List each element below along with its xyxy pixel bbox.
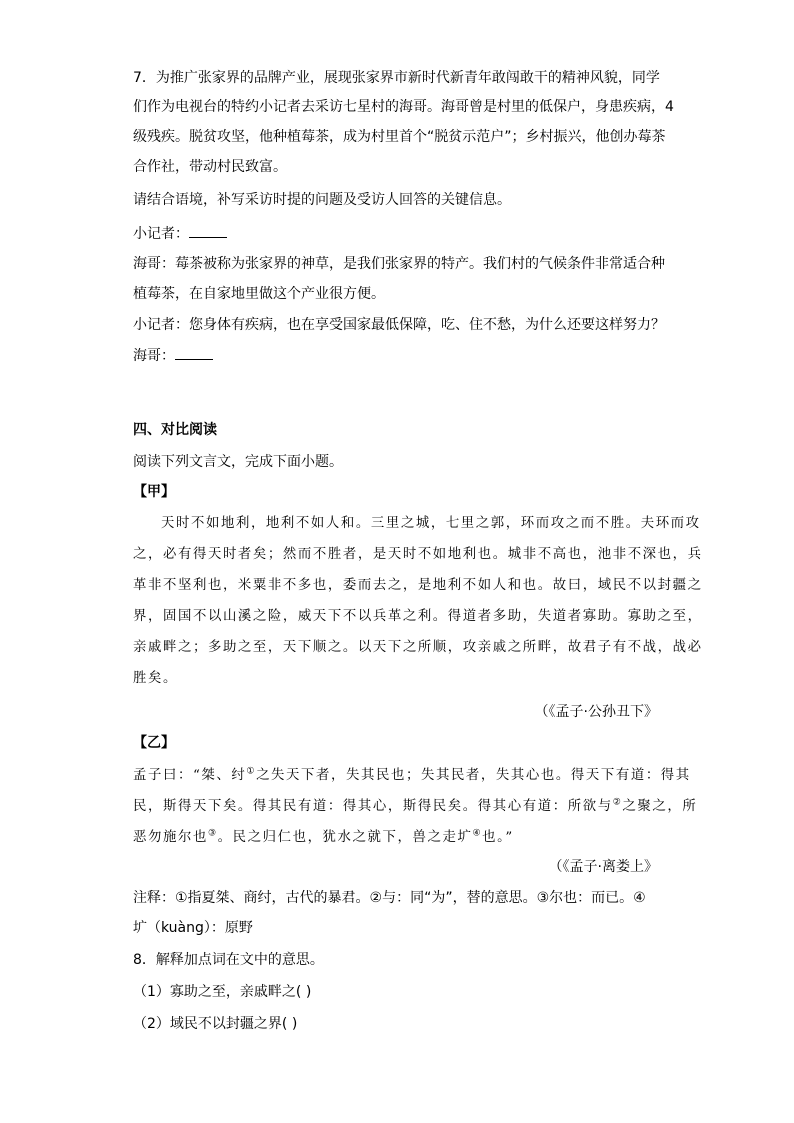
passage-jia-label: 【甲】 [133,484,175,500]
passage-yi-label: 【乙】 [133,735,175,751]
section-instruction: 阅读下列文言文，完成下面小题。 [133,454,343,470]
q8-item-1: （1）寡助之至，亲戚畔之( ) [133,984,312,1000]
answer-blank-2[interactable] [175,346,213,360]
section-title: 四、对比阅读 [133,422,217,438]
yi-line-2: 民，斯得天下矣。得其民有道：得其心，斯得民矣。得其心有道：所欲与②之聚之，所 [133,797,698,814]
q8-title: 8．解释加点词在文中的意思。 [133,952,324,968]
jia-line-6: 胜矣。 [133,671,178,686]
yi-source: （《孟子·离娄上》 [548,859,658,875]
answer-blank-1[interactable] [189,224,227,238]
notes-line-2: 圹（kuàng）：原野 [133,920,253,936]
q7-line-4: 合作社，带动村民致富。 [133,159,287,175]
jia-line-1: 天时不如地利，地利不如人和。三里之城，七里之郭，环而攻之而不胜。夫环而攻 [161,516,701,531]
q7-line-2: 们作为电视台的特约小记者去采访七星村的海哥。海哥曾是村里的低保户，身患疾病，4 [133,99,674,115]
q7-line-3: 级残疾。脱贫攻坚，他种植莓茶，成为村里首个“脱贫示范户”；乡村振兴，他创办莓茶 [133,129,666,145]
q8-item-2: （2）域民不以封疆之界( ) [133,1016,298,1032]
notes-line-1: 注释：①指夏桀、商纣，古代的暴君。②与：同“为”，替的意思。③尔也：而已。④ [133,890,646,906]
jia-line-2: 之，必有得天时者矣；然而不胜者，是天时不如地利也。城非不高也，池非不深也，兵 [133,547,703,562]
haige-prompt [133,346,213,366]
reporter-label: 小记者： [133,226,189,242]
haige-answer-line-2: 植莓茶，在自家地里做这个产业很方便。 [133,286,385,302]
haige-answer-line-1: 海哥：莓茶被称为张家界的神草，是我们张家界的特产。我们村的气候条件非常适合种 [133,256,665,272]
q7-line-1: 7．为推广张家界的品牌产业，展现张家界市新时代新青年敢闯敢干的精神风貌，同学 [133,70,660,86]
yi-line-1: 孟子曰：“桀、纣①之失天下者，失其民也；失其民者，失其心也。得天下有道：得其 [133,766,691,783]
jia-line-5: 亲戚畔之；多助之至，天下顺之。以天下之所顺，攻亲戚之所畔，故君子有不战，战必 [133,640,703,655]
haige-label: 海哥： [133,348,175,364]
jia-source: （《孟子·公孙丑下》 [534,704,658,720]
jia-line-3: 革非不坚利也，米粟非不多也，委而去之，是地利不如人和也。故曰，域民不以封疆之 [133,578,703,593]
jia-line-4: 界，固国不以山溪之险，威天下不以兵革之利。得道者多助，失道者寡助。寡助之至， [133,609,703,624]
q7-instruction: 请结合语境，补写采访时提的问题及受访人回答的关键信息。 [133,192,511,208]
reporter-question: 小记者：您身体有疾病，也在享受国家最低保障，吃、住不愁，为什么还要这样努力？ [133,317,665,333]
reporter-prompt [133,224,227,244]
yi-line-3: 恶勿施尔也③。民之归仁也，犹水之就下，兽之走圹④也。” [133,828,514,845]
